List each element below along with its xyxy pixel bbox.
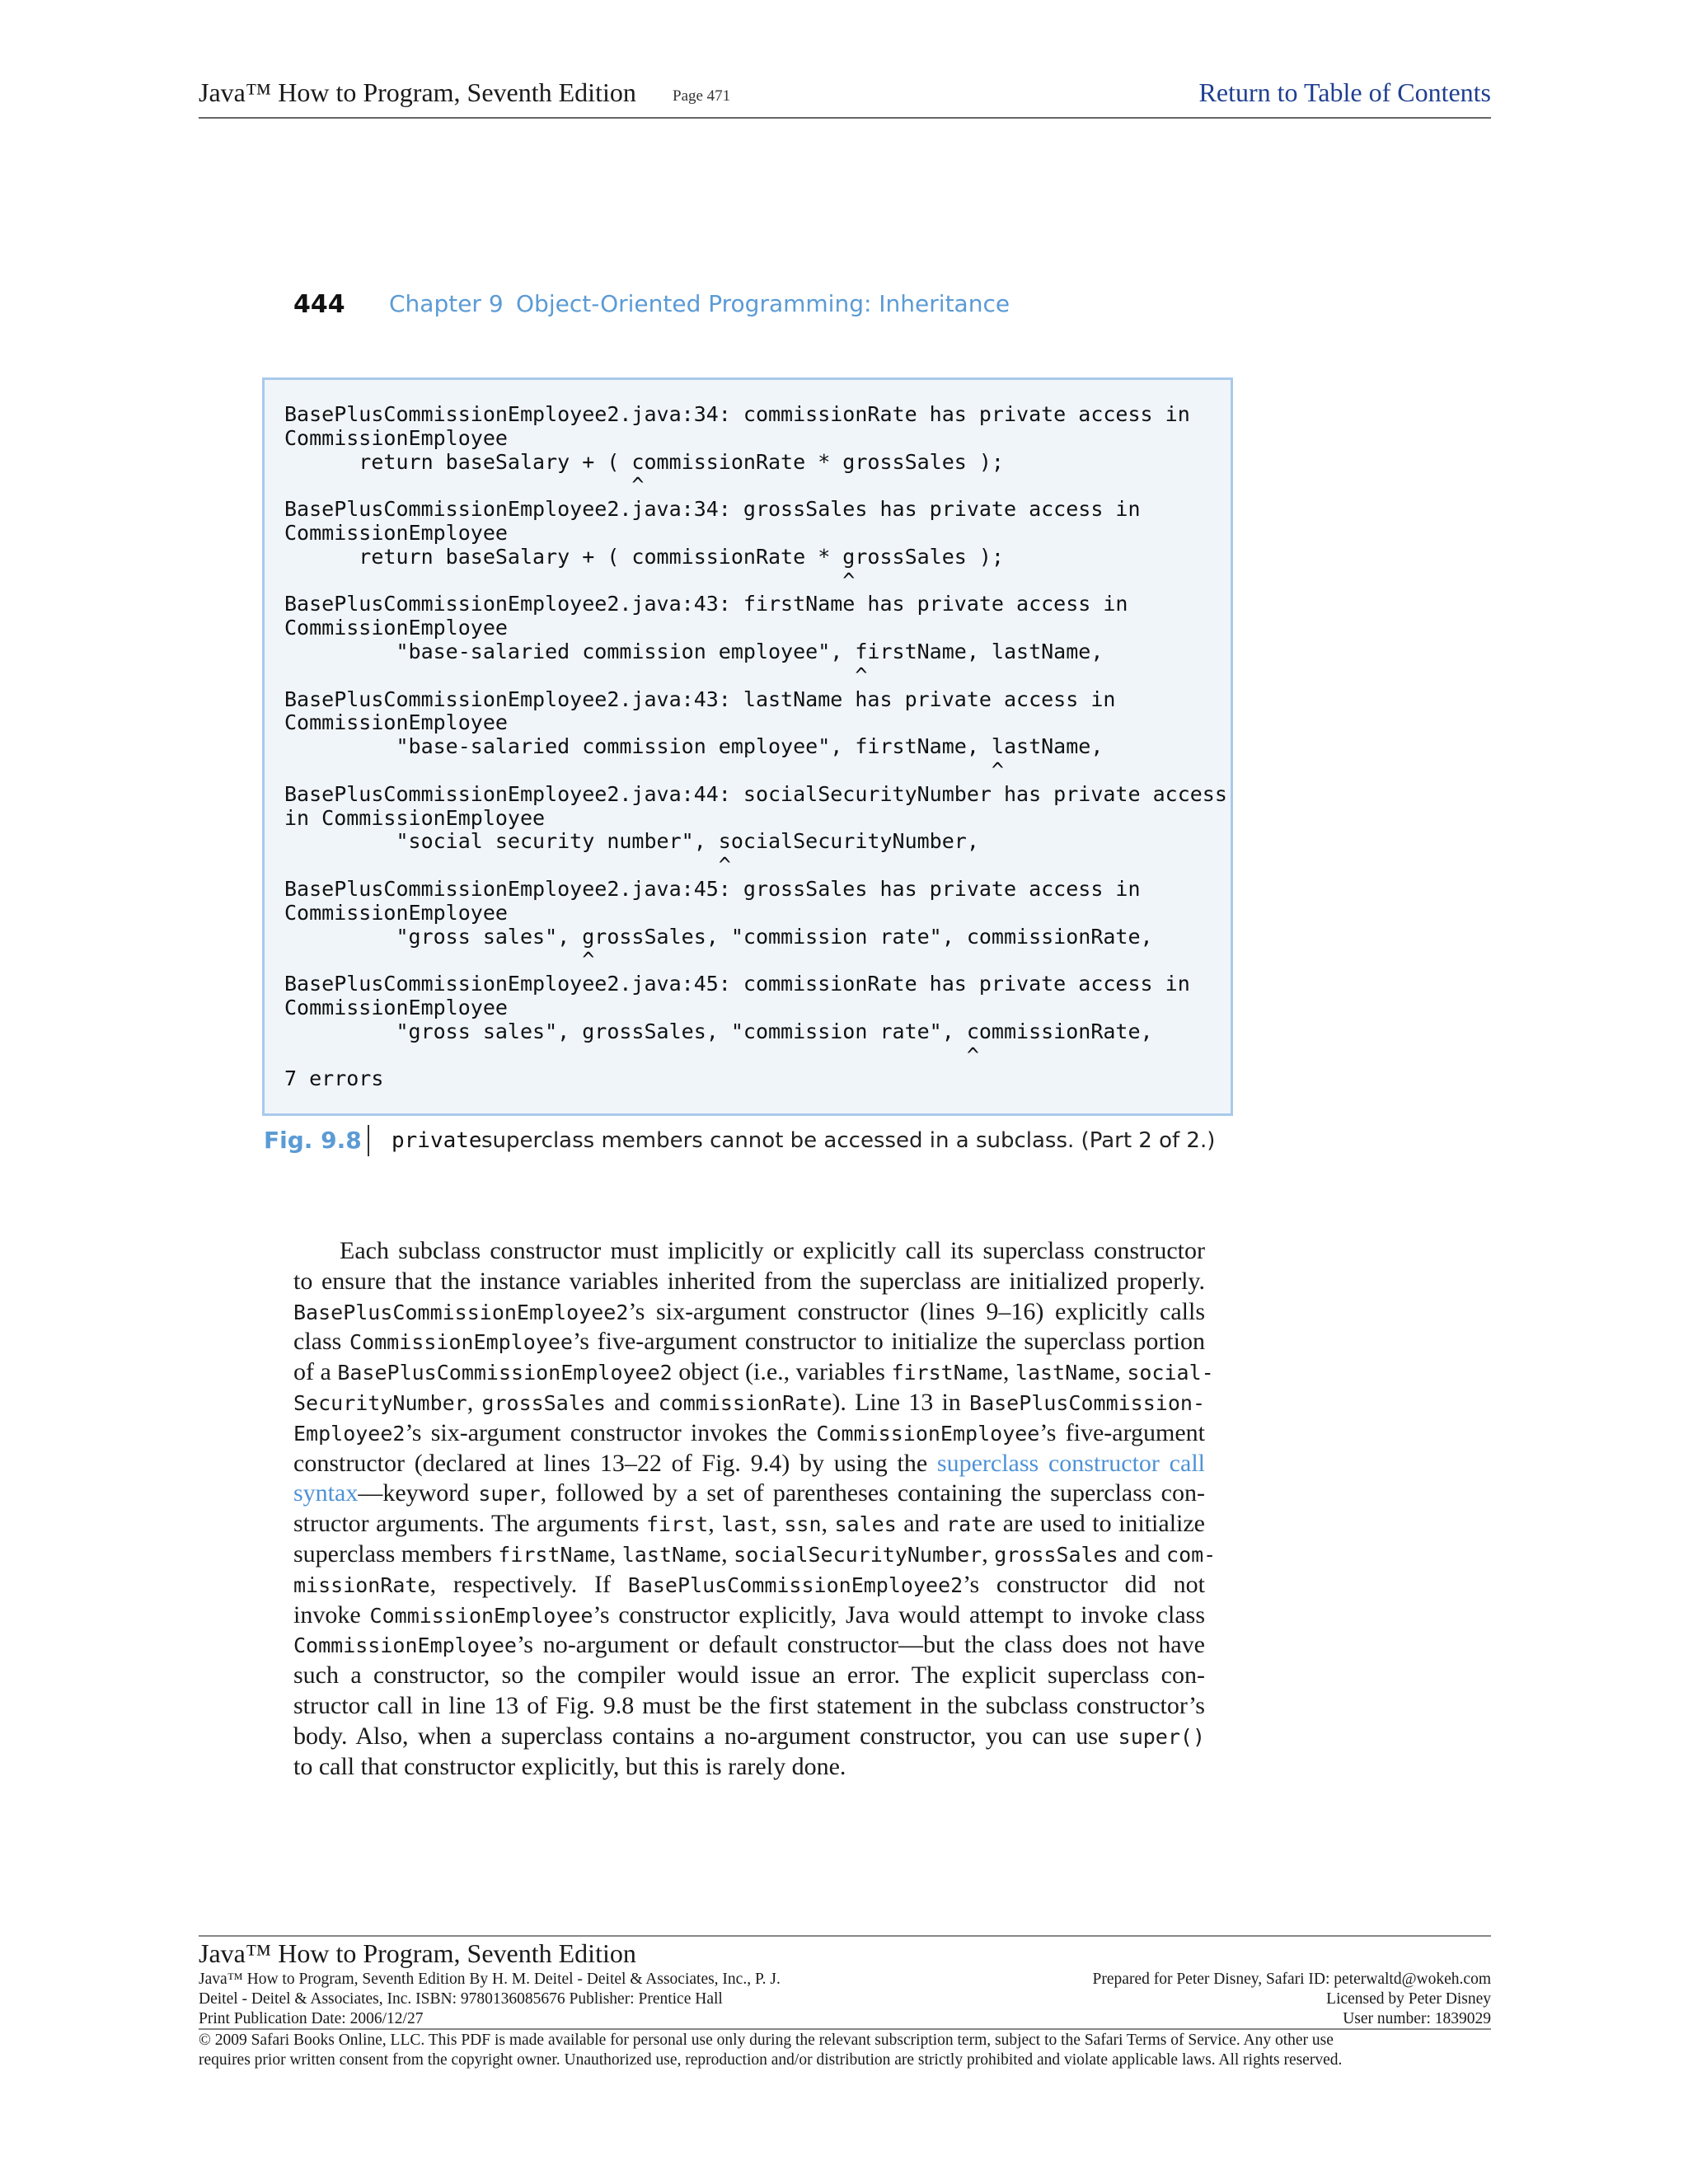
code-term: commissionRate [658,1390,832,1415]
code-line: CommissionEmployee [284,710,508,735]
text-run: , [609,1540,622,1568]
paragraph-line [293,1327,1205,1357]
code-term: firstName [891,1361,1003,1385]
text-run: and [605,1388,659,1416]
text-run: body. Also, when a superclass contains a no-argument constructor, you can use [293,1722,1118,1750]
text-run: ). Line 13 in [832,1388,970,1416]
code-term: Employee2 [293,1421,406,1446]
figure-number: Fig. 9.8 [264,1127,362,1154]
paragraph-line [293,1388,1205,1418]
code-term: CommissionEmployee [293,1633,517,1658]
text-run: and [1118,1540,1167,1568]
code-line: BasePlusCommissionEmployee2.java:44: socialSecurityNumber has private access [284,781,1227,806]
code-line: BasePlusCommissionEmployee2.java:43: lastName has private access in [284,687,1116,711]
code-term: missionRate [293,1572,430,1597]
footer-license-info [1093,1970,1491,2029]
compiler-output-figure [262,377,1233,1116]
code-line: BasePlusCommissionEmployee2.java:34: grossSales has private access in [284,497,1141,522]
paragraph-line: Each subclass constructor must implicitly or explicitly call its superclass constructor [340,1237,1205,1264]
code-line: "base-salaried commission employee", firstName, lastName, [284,639,1104,663]
code-line: ^ [284,473,645,498]
code-term: sales [834,1512,897,1537]
text-run: and [896,1510,947,1538]
code-block [284,403,1227,1091]
return-to-toc-link[interactable]: Return to Table of Contents [1198,77,1491,107]
footer-title: Java™ How to Program, Seventh Edition [199,1938,636,1968]
caption-code-word: private [392,1128,482,1153]
code-line: 7 errors [284,1066,384,1091]
code-term: grossSales [994,1542,1118,1567]
text-run: ’s six-argument constructor (lines 9–16) explicitly calls [628,1297,1205,1325]
body-paragraph [293,1236,1217,1782]
footer-publication-info [199,1970,781,2029]
footer-line: Print Publication Date: 2006/12/27 [199,2010,424,2027]
text-run: ’s five-argument [1039,1418,1205,1446]
text-run: ’s five-argument constructor to initialize the superclass portion [572,1328,1205,1356]
superclass-constructor-call-syntax-link[interactable]: syntax [293,1479,359,1507]
paragraph-line [293,1570,1205,1601]
code-line: "gross sales", grossSales, "commission rate", commissionRate, [284,1019,1153,1043]
code-term: BasePlusCommissionEmployee2 [293,1300,629,1324]
text-run: of a [293,1358,338,1386]
paragraph-line: to call that constructor explicitly, but this is rarely done. [293,1752,846,1780]
code-line: ^ [284,757,1004,782]
pdf-page-number: Page 471 [673,87,731,105]
text-run: , [467,1388,482,1416]
code-line: return baseSalary + ( commissionRate * grossSales ); [284,544,1004,569]
book-page-number: 444 [293,290,345,319]
code-term: lastName [621,1542,722,1567]
code-line: ^ [284,663,868,687]
footer-line: User number: 1839029 [1343,2010,1491,2027]
paragraph-line [293,1479,1205,1509]
paragraph-line: such a constructor, so the compiler would issue an error. The explicit superclass con- [293,1661,1205,1690]
text-run: constructor (declared at lines 13–22 of Fig. 9.4) by using the [293,1449,937,1477]
code-term: CommissionEmployee [369,1603,593,1628]
text-run: are used to initialize [996,1510,1205,1538]
superclass-constructor-call-syntax-link[interactable]: superclass constructor call [936,1449,1205,1477]
code-line: BasePlusCommissionEmployee2.java:45: grossSales has private access in [284,876,1141,901]
code-line: CommissionEmployee [284,425,508,450]
code-term: social- [1127,1361,1214,1385]
code-term: BasePlusCommissionEmployee2 [337,1361,673,1385]
code-line: ^ [284,948,595,972]
paragraph-line [293,1297,1205,1328]
code-line: CommissionEmployee [284,900,508,925]
text-run: , [721,1540,734,1568]
text-run: , [1114,1358,1128,1386]
text-run: —keyword [358,1479,479,1507]
footer-line: requires prior written consent from the copyright owner. Unauthorized use, reproduction and/or distribution are strictly prohibited and violate applicable laws. All rights reserved. [199,2051,1343,2069]
footer-line: © 2009 Safari Books Online, LLC. This PDF is made available for personal use only during the relevant subscription term, subject to the Safari Terms of Service. Any other use [199,2032,1334,2049]
text-run: , followed by a set of parentheses containing the superclass con- [540,1479,1205,1507]
caption-separator [368,1125,369,1156]
code-term: grossSales [481,1390,606,1415]
text-run: invoke [293,1601,370,1629]
paragraph-line [293,1722,1205,1752]
code-term: firstName [498,1542,610,1567]
code-term: CommissionEmployee [816,1421,1040,1446]
text-run: , [982,1540,995,1568]
code-line: BasePlusCommissionEmployee2.java:45: commissionRate has private access in [284,972,1190,996]
code-line: CommissionEmployee [284,616,508,640]
text-run: ’s no-argument or default constructor—but the class does not have [516,1631,1205,1659]
code-term: super() [1118,1724,1205,1749]
code-term: last [721,1512,771,1537]
code-line: in CommissionEmployee [284,805,546,830]
code-line: "base-salaried commission employee", firstName, lastName, [284,734,1104,759]
code-line: BasePlusCommissionEmployee2.java:34: commissionRate has private access in [284,402,1190,426]
text-run: structor arguments. The arguments [293,1510,646,1538]
paragraph-line [293,1540,1217,1570]
footer-line: Deitel - Deitel & Associates, Inc. ISBN: 9780136085676 Publisher: Prentice Hall [199,1990,723,2008]
code-line: BasePlusCommissionEmployee2.java:43: firstName has private access in [284,592,1128,616]
text-run: , respectively. If [429,1570,628,1598]
code-line: ^ [284,1043,979,1067]
text-run: class [293,1328,350,1356]
code-term: first [645,1512,709,1537]
text-run: ’s constructor did not [963,1570,1206,1598]
book-title: Java™ How to Program, Seventh Edition [199,77,636,107]
page-header [199,76,1491,119]
text-run: ’s six-argument constructor invokes the [405,1418,817,1446]
paragraph-line [293,1357,1214,1388]
text-run: object (i.e., variables [672,1358,892,1386]
paragraph-line [293,1630,1205,1661]
code-term: BasePlusCommissionEmployee2 [627,1572,964,1597]
footer-line: Licensed by Peter Disney [1326,1990,1491,2008]
chapter-label: Chapter 9 [389,290,504,317]
code-line: ^ [284,853,731,878]
code-term: CommissionEmployee [349,1330,573,1355]
text-run: , [708,1510,722,1538]
code-term: socialSecurityNumber [734,1542,982,1567]
code-term: com- [1166,1542,1217,1567]
text-run: ’s constructor explicitly, Java would attempt to invoke class [593,1601,1205,1629]
code-line: "gross sales", grossSales, "commission rate", commissionRate, [284,924,1153,949]
page-footer [199,1935,1491,2069]
paragraph-line: structor call in line 13 of Fig. 9.8 must be the first statement in the subclass constructor’s [293,1691,1205,1719]
code-term: SecurityNumber [293,1390,467,1415]
code-term: super [478,1482,541,1507]
code-line: ^ [284,568,856,593]
text-run: , [821,1510,835,1538]
code-line: CommissionEmployee [284,520,508,545]
text-run: , [771,1510,785,1538]
chapter-title: Object-Oriented Programming: Inheritance [516,290,1010,317]
code-line: "social security number", socialSecurityNumber, [284,829,979,854]
code-line: CommissionEmployee [284,995,508,1019]
paragraph-line [293,1449,1205,1479]
caption-text: superclass members cannot be accessed in a subclass. (Part 2 of 2.) [481,1128,1216,1153]
paragraph-line: to ensure that the instance variables inherited from the superclass are initialized properly. [293,1267,1205,1295]
paragraph-line [293,1601,1205,1631]
code-term: lastName [1015,1361,1115,1385]
paragraph-line [293,1418,1205,1449]
text-run: , [1002,1358,1015,1386]
footer-line: Java™ How to Program, Seventh Edition By H. M. Deitel - Deitel & Associates, Inc., P. J. [199,1971,781,1988]
code-term: ssn [784,1512,822,1537]
footer-line: Prepared for Peter Disney, Safari ID: peterwaltd@wokeh.com [1092,1971,1491,1988]
paragraph-line [293,1509,1205,1540]
text-run: superclass members [293,1540,499,1568]
code-line: return baseSalary + ( commissionRate * grossSales ); [284,449,1004,474]
code-term: rate [946,1512,996,1537]
code-term: BasePlusCommission- [969,1390,1205,1415]
copyright-notice [199,2028,1491,2070]
